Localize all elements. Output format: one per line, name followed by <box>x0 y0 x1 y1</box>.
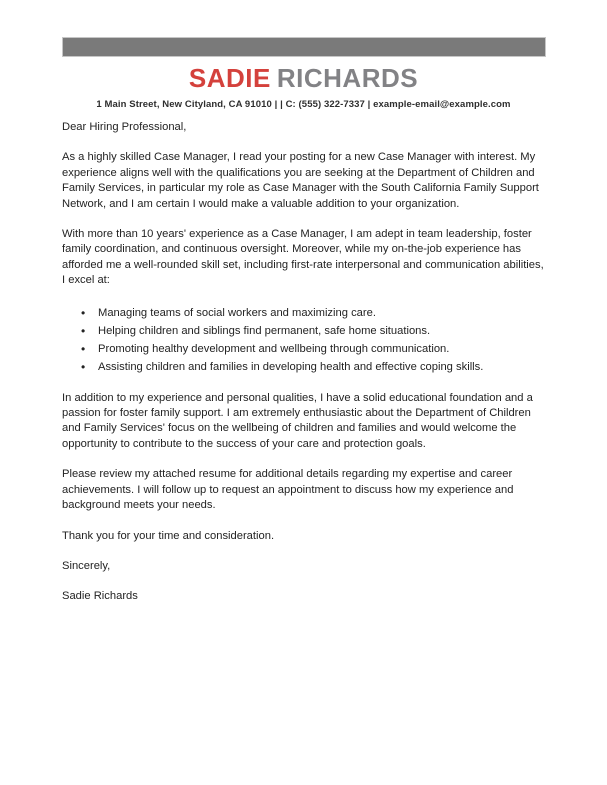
closing: Sincerely, <box>62 559 111 572</box>
contact-line: 1 Main Street, New Cityland, CA 91010 | | C: (555) 322-7337 | example-email@example.com <box>96 99 511 110</box>
header-accent-bar <box>62 37 546 57</box>
bullet-list <box>62 304 546 376</box>
list-item: • Helping children and siblings find permanent, safe home situations. <box>98 322 546 340</box>
signature: Sadie Richards <box>62 590 138 603</box>
paragraph-thanks: Thank you for your time and consideration. <box>62 529 275 542</box>
paragraph-intro: As a highly skilled Case Manager, I read your posting for a new Case Manager with interest. My experience aligns well with the qualifications you are seeking at the Department of Children and Family Services, in particular my role as Case Manager with the South California Family Support Network, and I am certain I would make a valuable addition to your organization. <box>62 151 539 210</box>
last-name: RICHARDS <box>276 63 419 93</box>
paragraph-resume: Please review my attached resume for additional details regarding my expertise and career achievements. I will follow up to request an appointment to discuss how my experience and background meets your needs. <box>62 468 514 512</box>
paragraph-education: In addition to my experience and personal qualities, I have a solid educational foundation and a passion for foster family support. I am extremely enthusiastic about the Department of Children and Family Services' focus on the wellbeing of children and families and would welcome the opportunity to contribute to the success of your care and protection goals. <box>62 391 533 450</box>
list-item: • Managing teams of social workers and maximizing care. <box>98 304 546 322</box>
paragraph-experience: With more than 10 years' experience as a Case Manager, I am adept in team leadership, foster family coordination, and continuous oversight. Moreover, while my on-the-job experience has afforded me a well-rounded skill set, including first-rate interpersonal and communication abilities, I excel at: <box>62 228 544 287</box>
page-title <box>0 63 607 93</box>
list-item: • Promoting healthy development and wellbeing through communication. <box>98 340 546 358</box>
list-item: • Assisting children and families in developing health and effective coping skills. <box>98 358 546 376</box>
letter-body <box>62 120 546 620</box>
salutation: Dear Hiring Professional, <box>62 121 187 133</box>
first-name: SADIE <box>188 63 271 93</box>
